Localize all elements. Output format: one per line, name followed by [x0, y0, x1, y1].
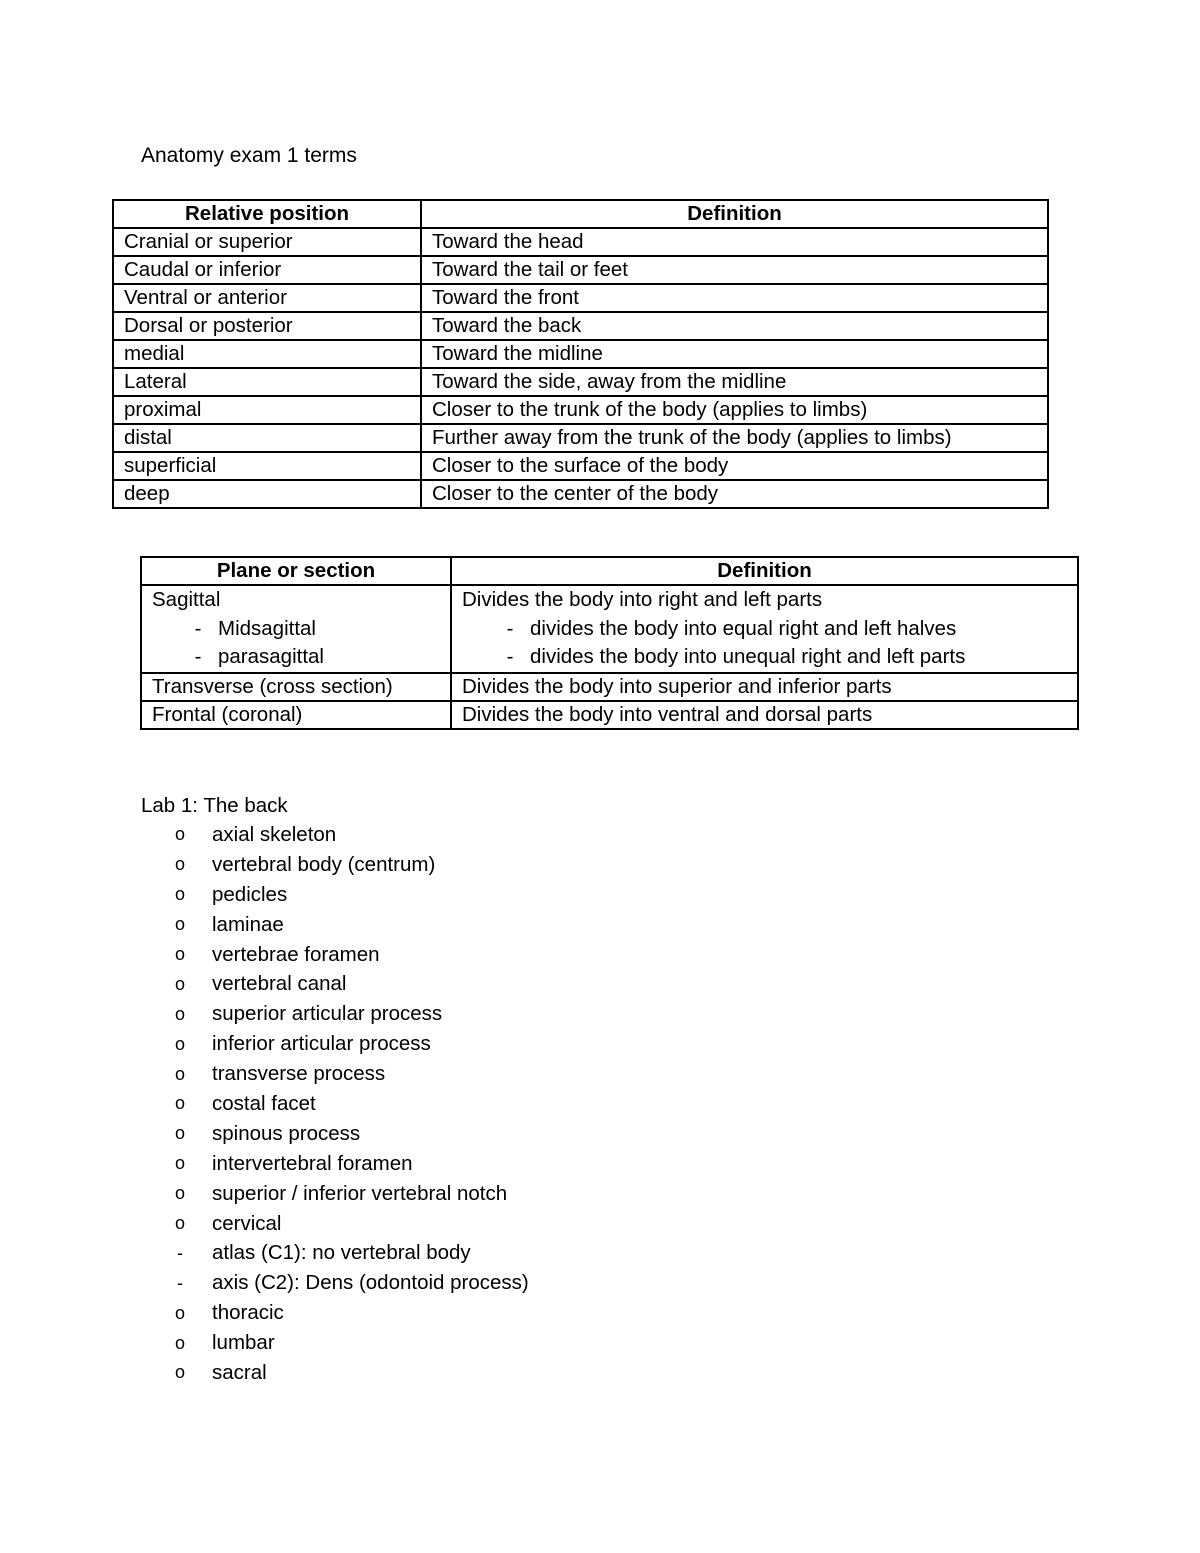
table-row [113, 424, 1048, 452]
list-item [141, 850, 529, 880]
table-row [113, 368, 1048, 396]
position-term-cell: superficial [113, 452, 421, 480]
list-item [141, 1298, 529, 1328]
list-item [141, 1209, 529, 1239]
position-definition-cell: Closer to the center of the body [421, 480, 1048, 508]
circle-bullet-icon: o [175, 1213, 186, 1234]
plane-term: Sagittal [152, 588, 221, 611]
list-item-text: axial skeleton [212, 822, 337, 846]
position-definition-cell: Toward the back [421, 312, 1048, 340]
column-header-plane-or-section: Plane or section [141, 557, 451, 585]
circle-bullet-icon: o [175, 1093, 186, 1114]
table-row [141, 701, 1078, 729]
circle-bullet-icon: o [175, 1063, 186, 1084]
list-item-text: transverse process [212, 1062, 386, 1086]
list-item [141, 1328, 529, 1358]
circle-bullet-icon: o [175, 1153, 186, 1174]
list-item-text: costal facet [212, 1091, 316, 1115]
list-item [141, 969, 529, 999]
circle-bullet-icon: o [175, 1302, 186, 1323]
table-row [113, 256, 1048, 284]
circle-bullet-icon: o [175, 944, 186, 964]
plane-definition-cell: Divides the body into superior and inferior parts [451, 673, 1078, 701]
plane-term-cell: Transverse (cross section) [141, 673, 451, 701]
sub-definition: divides the body into equal right and left halves [530, 616, 957, 640]
position-definition-cell: Further away from the trunk of the body (applies to limbs) [421, 424, 1048, 452]
lab-title: Lab 1: The back [141, 794, 288, 817]
list-item-text: atlas (C1): no vertebral body [212, 1241, 471, 1265]
list-item-text: superior / inferior vertebral notch [212, 1181, 508, 1205]
dash-bullet-icon: - [177, 1242, 183, 1263]
list-item-text: axis (C2): Dens (odontoid process) [212, 1271, 529, 1295]
list-item [141, 1089, 529, 1119]
list-item-text: laminae [212, 912, 284, 936]
list-item [141, 940, 529, 970]
table-row [113, 452, 1048, 480]
position-term-cell: Lateral [113, 368, 421, 396]
lab-section [141, 792, 529, 1388]
dash-marker: - [194, 645, 202, 669]
list-item-text: lumbar [212, 1331, 275, 1355]
sub-term-row [152, 615, 440, 644]
list-item-text: inferior articular process [212, 1032, 431, 1056]
table-row [141, 673, 1078, 701]
sub-term-row [152, 643, 440, 672]
plane-definition-cell [451, 585, 1078, 673]
relative-position-table [112, 199, 1049, 509]
position-term-cell: deep [113, 480, 421, 508]
dash-marker: - [506, 616, 514, 640]
list-item [141, 1179, 529, 1209]
list-item [141, 910, 529, 940]
circle-bullet-icon: o [175, 1003, 186, 1024]
circle-bullet-icon: o [175, 1123, 186, 1144]
circle-bullet-icon: o [175, 1362, 186, 1383]
dash-marker: - [194, 616, 202, 640]
position-term-cell: distal [113, 424, 421, 452]
list-item [141, 820, 529, 850]
circle-bullet-icon: o [175, 824, 186, 845]
plane-definition-cell: Divides the body into ventral and dorsal parts [451, 701, 1078, 729]
plane-definition: Divides the body into right and left parts [462, 588, 823, 611]
list-item [141, 1149, 529, 1179]
table-header-row [141, 557, 1078, 585]
circle-bullet-icon: o [175, 1183, 186, 1204]
list-item [141, 880, 529, 910]
list-item-text: vertebral body (centrum) [212, 852, 436, 876]
list-item-text: pedicles [212, 882, 288, 906]
list-item-text: superior articular process [212, 1002, 443, 1026]
table-row [113, 340, 1048, 368]
list-item [141, 1059, 529, 1089]
position-definition-cell: Toward the side, away from the midline [421, 368, 1048, 396]
lab-term-list [141, 820, 529, 1388]
sub-definition-row [462, 643, 1067, 672]
table-row [113, 480, 1048, 508]
circle-bullet-icon: o [175, 854, 186, 875]
column-header-definition: Definition [451, 557, 1078, 585]
list-item-text: cervical [212, 1211, 282, 1235]
dash-bullet-icon: - [177, 1272, 183, 1293]
plane-term-cell [141, 585, 451, 673]
plane-section-table [140, 556, 1079, 730]
list-item [141, 1029, 529, 1059]
table-row [113, 312, 1048, 340]
table-row [113, 228, 1048, 256]
position-term-cell: Dorsal or posterior [113, 312, 421, 340]
position-definition-cell: Closer to the trunk of the body (applies to limbs) [421, 396, 1048, 424]
sub-term: parasagittal [218, 645, 324, 669]
table-row [113, 396, 1048, 424]
table-header-row [113, 200, 1048, 228]
list-item [141, 1268, 529, 1298]
page-title: Anatomy exam 1 terms [141, 144, 357, 167]
position-definition-cell: Toward the tail or feet [421, 256, 1048, 284]
position-term-cell: Ventral or anterior [113, 284, 421, 312]
list-item [141, 1238, 529, 1268]
circle-bullet-icon: o [175, 973, 186, 994]
position-definition-cell: Toward the head [421, 228, 1048, 256]
list-item-text: thoracic [212, 1301, 284, 1325]
plane-term-cell: Frontal (coronal) [141, 701, 451, 729]
position-term-cell: medial [113, 340, 421, 368]
list-item [141, 1119, 529, 1149]
list-item-text: sacral [212, 1360, 267, 1384]
position-term-cell: Caudal or inferior [113, 256, 421, 284]
sub-definition-row [462, 615, 1067, 644]
position-definition-cell: Closer to the surface of the body [421, 452, 1048, 480]
table-row [113, 284, 1048, 312]
circle-bullet-icon: o [175, 1332, 186, 1353]
circle-bullet-icon: o [175, 914, 186, 935]
position-term-cell: proximal [113, 396, 421, 424]
position-definition-cell: Toward the front [421, 284, 1048, 312]
list-item [141, 1358, 529, 1388]
sub-term: Midsagittal [218, 616, 316, 640]
position-definition-cell: Toward the midline [421, 340, 1048, 368]
sub-definition: divides the body into unequal right and left parts [530, 645, 966, 669]
list-item-text: vertebral canal [212, 972, 347, 996]
column-header-definition: Definition [421, 200, 1048, 228]
position-term-cell: Cranial or superior [113, 228, 421, 256]
list-item-text: intervertebral foramen [212, 1151, 413, 1175]
dash-marker: - [506, 645, 514, 669]
circle-bullet-icon: o [175, 884, 186, 905]
circle-bullet-icon: o [175, 1033, 186, 1054]
table-row-sagittal [141, 585, 1078, 673]
column-header-relative-position: Relative position [113, 200, 421, 228]
list-item-text: vertebrae foramen [212, 942, 380, 966]
list-item [141, 999, 529, 1029]
list-item-text: spinous process [212, 1121, 361, 1145]
